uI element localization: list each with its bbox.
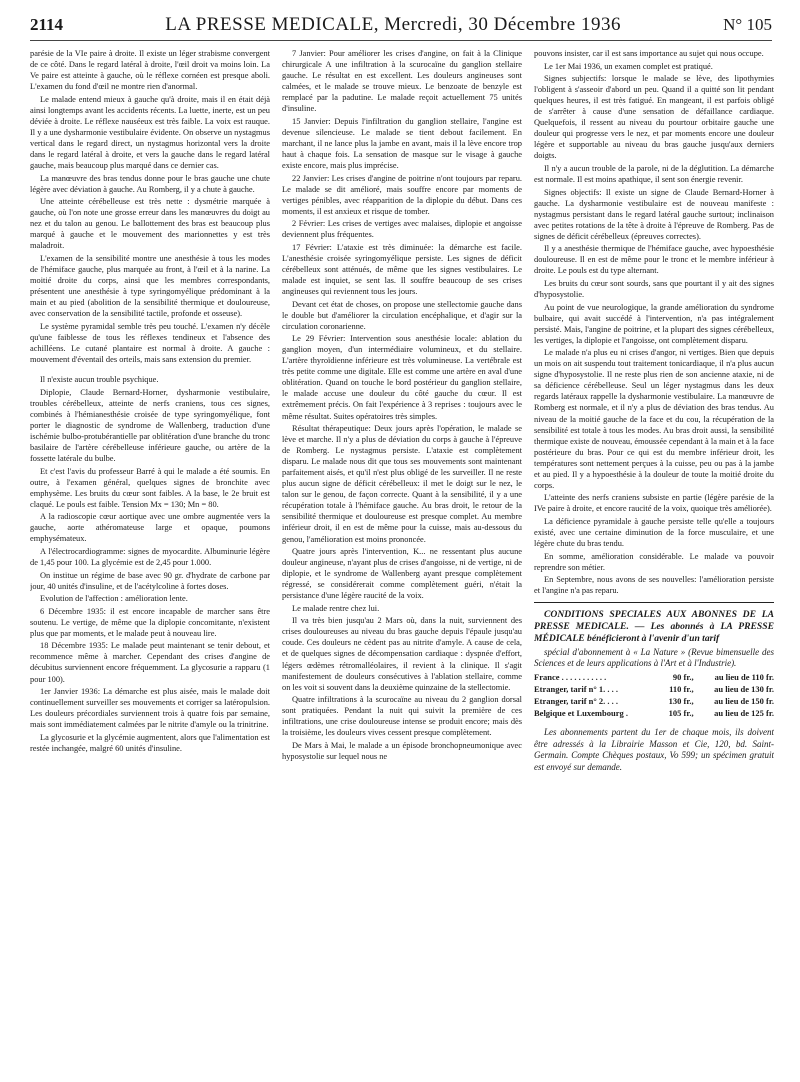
paragraph: Le malade n'a plus eu ni crises d'angor, ni vertiges. Bien que depuis un mois on ait suspendu tout traitement tonicardiaque, il n'a plus aucun signe d'hyposystolie. Il ne reste plus rien de son ancienne ataxie, ni de sa déficience cérébelleuse. Seul un léger nystagmus dans les deux regards latéraux rappelle la dysharmonie vestibulaire. La manœuvre de Romberg est normale, et il n'y a plus de déviation des bras tendus. Au niveau de la moitié gauche de la face et du cou, la récupération de la sensibilité est totale à tous les modes. Au bras droit aussi, la sensibilité thermique existe de nouveau, émoussée cependant à la main et à la face postérieure du bras. Pour ce qui est du membre inférieur droit, les températures sont nettement perçues à la cuisse, peu ou pas à la jambe et au pied. Il y a hypoesthésie à la douleur de toute la moitié droite du corps.	[534, 348, 774, 490]
table-row	[534, 695, 774, 707]
paragraph: Le malade entend mieux à gauche qu'à droite, mais il en était déjà ainsi longtemps avant les accidents récents. La luette, inerte, est un peu déviée à droite. Le réflexe nauséeux est très faible. La voix est rauque. Il y a une dysharmonie vestibulaire évidente. On observe un nystagmus vertical dans le regard direct, un nystagmus horizontal vers la droite dans le regard latéral à droite, et vers la gauche dans le regard latéral gauche, mais beaucoup plus marqué dans ce dernier cas.	[30, 94, 270, 170]
subscription-footer: Les abonnements partent du 1er de chaque mois, ils doivent être adressés à la Librairie Masson et Cie, 120, bd. Saint-Germain. Compte Chèques postaux, Vo 599; un spécimen gratuit est envoyé sur demande.	[534, 727, 774, 772]
rate-note: au lieu de 130 fr.	[714, 683, 774, 694]
paragraph: 6 Décembre 1935: il est encore incapable de marcher sans être soutenu. Le vertige, de même que la diplopie concomitante, n'existent plus que par moments, et le malade peut à nouveau lire.	[30, 606, 270, 638]
paragraph: Les bruits du cœur sont sourds, sans que pourtant il y ait des signes d'hyposystolie.	[534, 278, 774, 299]
subscription-body: spécial d'abonnement à « La Nature » (Revue bimensuelle des Sciences et de leurs applications à l'Art et à l'Industrie).	[534, 646, 774, 669]
paragraph: Le malade rentre chez lui.	[292, 603, 380, 613]
paragraph: pouvons insister, car il est sans importance au sujet qui nous occupe.	[534, 49, 764, 58]
table-row	[534, 683, 774, 695]
paragraph: Le 29 Février: Intervention sous anesthésie locale: ablation du ganglion moyen, d'un intermédiaire volumineux, et du stellaire. L'artère thyroïdienne inférieure est très volumineuse. La vertébrale est très petite comme une digitale. Elle est comme une artère en aval d'une oblitération. Quand on touche le bord postérieur du ganglion stellaire, le malade accuse une douleur du côté gauche du cœur. Il est extrêmement précis. On fait l'expérience à 3 reprises : toujours avec le même résultat. Suites opératoires très simples.	[282, 334, 522, 421]
column-3	[534, 48, 774, 1056]
paragraph: Il n'y a aucun trouble de la parole, ni de la déglutition. La démarche est normale. Il est moins apathique, il sent son énergie revenir.	[534, 163, 774, 185]
page-number: 2114	[30, 15, 64, 34]
paragraph: De Mars à Mai, le malade a un épisode bronchopneumonique avec hyposystolie sur lequel nous ne	[282, 740, 522, 761]
column-2	[282, 48, 522, 1056]
table-row	[534, 707, 774, 719]
paragraph: L'examen de la sensibilité montre une anesthésie à tous les modes de l'hémiface gauche, plus marquée au front, à l'œil et à la narine. La moitié droite du corps, ainsi que les membres correspondants, présentent une anesthésie à type syringomyélique prédominant à la main et au pied (abolition de la sensibilité thermique et douloureuse, avec conservation de la sensibilité tactile, profonde et osseuse).	[30, 253, 270, 319]
paragraph: Devant cet état de choses, on propose une stellectomie gauche dans le double but d'améliorer la circulation encéphalique, et d'agir sur la circulation coronarienne.	[282, 299, 522, 331]
rates-table	[534, 671, 774, 719]
section-divider	[534, 602, 774, 603]
paragraph: 18 Décembre 1935: Le malade peut maintenant se tenir debout, et recommence même à marcher. Cependant des crises d'angine de décubitus surviennent encore fréquemment. La glycosurie a rapparu (1 pour 100).	[30, 641, 270, 684]
paragraph: Il n'existe aucun trouble psychique.	[40, 375, 159, 385]
paragraph: Signes objectifs: Il existe un signe de Claude Bernard-Horner à gauche. La dysharmonie vestibulaire est de nouveau manifeste : nystagmus persistant dans le regard latéral gauche surtout; inclinaison avec petites rotations de la tête à droite à l'épreuve de Romberg. Pas de signes de déficit cérébelleux (épreuves correctes).	[534, 187, 774, 241]
rate-label: Etranger, tarif n° 2. . . .	[534, 695, 619, 706]
paragraph: La manœuvre des bras tendus donne pour le bras gauche une chute légère avec déviation à gauche. Au Romberg, il y a chute à gauche.	[30, 173, 270, 194]
page-header	[30, 14, 772, 41]
rate-note: au lieu de 150 fr.	[714, 695, 774, 706]
paragraph: 2 Février: Les crises de vertiges avec malaises, diplopie et angoisse deviennent plus fréquentes.	[282, 219, 522, 240]
paragraph: parésie de la VIe paire à droite. Il existe un léger strabisme convergent de ce côté. Dans le regard latéral à droite, l'œil droit va moins loin. La Ve paire est atteinte à gauche, où le réflexe cornéen est presque aboli. L'examen du fond d'œil ne montre rien d'anormal.	[30, 49, 270, 92]
paragraph: Diplopie, Claude Bernard-Horner, dysharmonie vestibulaire, troubles cérébelleux, atteinte de nerfs craniens, tous ces signes, combinés à l'hémianesthésie croisée de type syringomyélique, font porter le diagnostic de syndrome de Wallenberg, traduction d'une ischémie bulbo-protubérantielle par oblitération d'une branche du tronc basilaire de l'artère cérébelleuse inférieure gauche, ou artère de la fossette latérale du bulbe.	[30, 387, 270, 464]
paragraph: 1er Janvier 1936: La démarche est plus aisée, mais le malade doit continuellement surveiller ses mouvements et corriger sa latéropulsion. Les douleurs précordiales surviennent trois à quatre fois par semaine, mais sont immédiatement calmées par le nitrite d'amyle ou la trinitrine.	[30, 687, 270, 730]
paragraph: Quatre jours après l'intervention, K... ne ressentant plus aucune douleur angineuse, n'ayant plus de crises d'angoisse, ni de vertige, ni de diplopie, et le syndrome de Wallenberg ayant presque complètement régressé, se considérerait comme complètement guéri, n'était la persistance d'une légère raucité de la voix.	[282, 547, 522, 601]
paragraph: A la radioscopie cœur aortique avec une ombre augmentée vers la gauche, aorte athéromateuse large et opaque, poumons emphysémateux.	[30, 512, 270, 544]
column-1	[30, 48, 270, 1056]
paragraph: Evolution de l'affection : amélioration lente.	[40, 594, 188, 604]
paragraph: A l'électrocardiogramme: signes de myocardite. Albuminurie légère de 1,45 pour 100. La glycémie est de 2,45 pour 1.000.	[30, 547, 270, 568]
rate-label: France . . . . . . . . . . .	[534, 671, 607, 682]
rate-amount: 110 fr.,	[669, 683, 694, 694]
paragraph: La déficience pyramidale à gauche persiste telle qu'elle a toujours existé, avec une certaine diminution de la force musculaire, et une légère chute du bras tendu.	[534, 516, 774, 549]
paragraph: Le 1er Mai 1936, un examen complet est pratiqué.	[544, 61, 713, 71]
paragraph: On institue un régime de base avec 90 gr. d'hydrate de carbone par jour, 40 unités d'insuline, et de l'acétylcoline à fortes doses.	[30, 570, 270, 591]
rate-note: au lieu de 125 fr.	[714, 707, 774, 718]
paragraph: En Septembre, nous avons de ses nouvelles: l'amélioration persiste et l'angine n'a pas reparu.	[534, 575, 774, 596]
paragraph: 22 Janvier: Les crises d'angine de poitrine n'ont toujours par reparu. Le malade se dit amélioré, mais souffre encore par moments de vertiges pénibles, avec réapparition de la diplopie du début. Dans ces moments, il est anxieux et risque de tomber.	[282, 173, 522, 216]
rate-amount: 90 fr.,	[672, 671, 694, 682]
rate-amount: 130 fr.,	[668, 695, 694, 706]
paragraph: Résultat thérapeutique: Deux jours après l'opération, le malade se lève et marche. Il n'y a plus de déviation du corps à gauche à l'épreuve de Romberg. Le nystagmus persiste. L'ataxie est complètement disparu. Le malade nous dit que tous ses mouvements sont maintenant parfaitement aisés, et qu'il n'est plus obligé de les surveiller. Il ne reste plus aucun signe de déficit cérébelleux: il met le doigt sur le nez, le talon sur le genou, de façon correcte. Quant à la sensibilité, il y a une récupération totale à l'hémiface gauche. Au bras droit, le retour de la sensibilité thermique et douloureuse est presque complet. Au membre inférieur droit, il en est de même pour la cuisse, mais au-dessous du genou, l'amélioration est moins prononcée.	[282, 424, 522, 544]
paragraph: Une atteinte cérébelleuse est très nette : dysmétrie marquée à gauche, où l'on note une grosse erreur dans les manœuvres du doigt au nez et du talon au genou. Le ballottement des bras est beaucoup plus marqué à gauche et le mouvement des marionnettes y est très maladroit.	[30, 197, 270, 251]
paragraph: Signes subjectifs: lorsque le malade se lève, des lipothymies l'obligent à s'asseoir d'abord un peu. Quand il a quitté son lit pendant quelques heures, il est très fatigué. En mangeant, il est parfois obligé de s'arrêter à cause d'une sensation de défaillance cardiaque. Quelquefois, il ressent au niveau du pourtour orbitaire gauche une douleur qui progresse vers le nez, et par moments encore une douleur légère et supportable au niveau du bras gauche jusqu'aux derniers doigts.	[534, 74, 774, 161]
table-row	[534, 671, 774, 683]
subscription-title: CONDITIONS SPECIALES AUX ABONNES DE LA PRESSE MEDICALE. — Les abonnés à LA PRESSE MÉDICALE bénéficieront à l'avenir d'un tarif	[534, 609, 774, 645]
rate-amount: 105 fr.,	[668, 707, 694, 718]
rate-label: Belgique et Luxembourg .	[534, 707, 628, 718]
paragraph: L'atteinte des nerfs craniens subsiste en partie (légère parésie de la IVe paire à droite, et encore raucité de la voix, quoique très améliorée).	[534, 493, 774, 514]
paragraph: Il y a anesthésie thermique de l'hémiface gauche, avec hypoesthésie douloureuse. Il en est de même pour le tronc et le membre inférieur à droite. Le pouls est du type alternant.	[534, 244, 774, 276]
paragraph: Et c'est l'avis du professeur Barré à qui le malade a été soumis. En outre, à l'examen général, quelques signes de bronchite avec emphysème. Les bruits du cœur sont faibles. A la base, le 2e bruit est claqué. Le pouls est faible. Tension Mx = 130; Mn = 80.	[30, 466, 270, 509]
paragraph: 17 Février: L'ataxie est très diminuée: la démarche est facile. L'anesthésie croisée syringomyélique persiste. Les signes de déficit cérébelleux sont atténués, de même que les signes vestibulaires. Le malade est inquiet, se sent las. Il souffre beaucoup de ses crises angineuses qui reviennent tous les jours.	[282, 242, 522, 296]
rate-label: Etranger, tarif n° 1. . . .	[534, 683, 619, 694]
paragraph: Quatre infiltrations à la scurocaïne au niveau du 2 ganglion dorsal sont pratiquées. Pendant la nuit qui suivit la première de ces infiltrations, une crise douloureuse intense se produit encore; mais dès la troisième, les douleurs vives cessent presque complètement.	[282, 695, 522, 738]
subscription-box	[534, 609, 774, 773]
journal-title: LA PRESSE MEDICALE, Mercredi, 30 Décembre 1936	[165, 14, 621, 35]
paragraph: Il va très bien jusqu'au 2 Mars où, dans la nuit, surviennent des crises douloureuses au niveau du bras gauche depuis l'épaule jusqu'au coude. Ces douleurs ne cèdent pas au nitrite d'amyle. A cause de cela, et de quelques signes de décompensation cardiaque : dyspnée d'effort, légers œdèmes rétromalléolaires, il revient à la clinique. Il s'agit manifestement de douleurs consécutives à l'ablation stellaire, comme on les voit si souvent dans la deuxième quinzaine de la stellectomie.	[282, 616, 522, 692]
paragraph: 7 Janvier: Pour améliorer les crises d'angine, on fait à la Clinique chirurgicale A une infiltration à la scurocaïne du ganglion stellaire gauche. Le résultat en est excellent. Les douleurs angineuses sont calmées, et le malade se trouve mieux. Le benzoate de benzyle est remplacé par la padutine. Le malade reçoit actuellement 75 unités d'insuline.	[282, 49, 522, 114]
issue-number: N° 105	[723, 15, 772, 34]
rate-note: au lieu de 110 fr.	[714, 671, 774, 682]
paragraph: En somme, amélioration considérable. Le malade va pouvoir reprendre son métier.	[534, 551, 774, 572]
paragraph: 15 Janvier: Depuis l'infiltration du ganglion stellaire, l'angine est devenue silencieuse. Le malade se tient debout facilement. En marchant, il ne lance plus la jambe en avant, mais il la lève encore trop haut à chaque fois. La sensation de masque sur le visage à gauche existe encore, mais plus imprécise.	[282, 116, 522, 170]
paragraph: Le système pyramidal semble très peu touché. L'examen n'y décèle qu'une faiblesse de tous les réflexes tendineux et l'absence des achilléens. Le cutané plantaire est normal à droite. A gauche : mouvement d'éventail des orteils, mais sans extension du premier.	[30, 321, 270, 364]
paragraph: Au point de vue neurologique, la grande amélioration du syndrome bulbaire, qui avait succédé à l'intervention, n'a pas intégralement persisté. Mais, l'angine de poitrine, et la plupart des signes cérébelleux, les vertiges, la diplopie et l'angoisse, ont complètement disparu.	[534, 302, 774, 345]
paragraph: La glycosurie et la glycémie augmentent, alors que l'alimentation est restée inchangée, malgré 60 unités d'insuline.	[30, 732, 270, 753]
